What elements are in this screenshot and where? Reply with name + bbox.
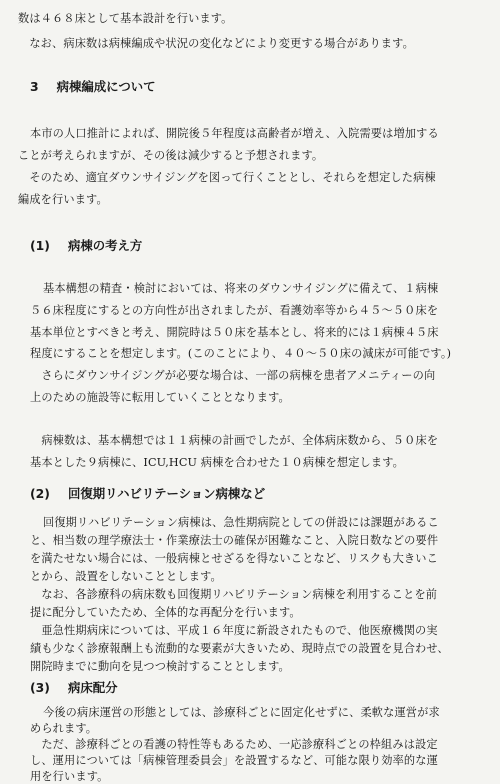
section-3-line-2: ことが考えられますが、その後は減少すると予想されます。 xyxy=(18,149,324,162)
section-3-line-4: 編成を行います。 xyxy=(18,193,108,206)
sub-3-number: (3) xyxy=(30,680,50,695)
sub-3-heading xyxy=(30,680,118,696)
section-3-line-3: そのため、適宜ダウンサイジングを図って行くこととし、それらを想定した病棟 xyxy=(18,171,436,184)
sub-2-line-6: 提に配分していたため、全体的な再配分を行います。 xyxy=(30,606,301,619)
sub-2-line-2: と、相当数の理学療法士・作業療法士の確保が困難なこと、入院日数などの要件 xyxy=(30,534,439,547)
sub-2-line-4: とから、設置をしないこととします。 xyxy=(30,570,222,583)
intro-line-2: なお、病床数は病棟編成や状況の変化などにより変更する場合があります。 xyxy=(18,37,414,50)
sub-2-line-5: なお、各診療科の病床数も回復期リハビリテーション病棟を利用することを前 xyxy=(30,588,438,601)
sub-1-line-8: 基本とした９病棟に、ICU,HCU 病棟を合わせた１０病棟を想定します。 xyxy=(30,456,404,469)
sub-2-heading xyxy=(30,486,265,502)
section-3-line-1: 本市の人口推計によれば、開院後５年程度は高齢者が増え、入院需要は増加する xyxy=(30,127,439,140)
sub-2-line-7: 亜急性期病床については、平成１６年度に新設されたもので、他医療機関の実 xyxy=(30,624,438,637)
sub-2-line-9: 開院時までに動向を見つつ検討することとします。 xyxy=(30,660,290,673)
sub-2-title: 回復期リハビリテーション病棟など xyxy=(67,486,266,501)
sub-2-line-8: 績も少なく診療報酬上も流動的な要素が大きいため、現時点での設置を見合わせ、 xyxy=(30,642,449,655)
sub-3-line-2: められます。 xyxy=(30,722,98,735)
sub-1-line-4: 程度にすることを想定します。(このことにより、４０～５０床の減床が可能です。) xyxy=(30,347,452,360)
sub-2-line-3: を満たせない場合には、一般病棟とせざるを得ないことなど、リスクも大きいこ xyxy=(30,552,438,565)
sub-3-line-5: 用を行います。 xyxy=(30,770,109,783)
sub-1-line-3: 基本単位とすべきと考え、開院時は５０床を基本とし、将来的には１病棟４５床 xyxy=(30,326,439,339)
section-3-title: 病棟編成について xyxy=(56,79,156,94)
sub-1-line-6: 上のための施設等に転用していくこととなります。 xyxy=(30,391,290,404)
sub-1-line-7: 病棟数は、基本構想では１１病棟の計画でしたが、全体病床数から、５０床を xyxy=(30,434,439,447)
sub-1-title: 病棟の考え方 xyxy=(67,238,143,253)
sub-1-line-5: さらにダウンサイジングが必要な場合は、一部の病棟を患者アメニティーの向 xyxy=(30,369,436,382)
sub-1-line-2: ５６床程度にするとの方向性が出されましたが、看護効率等から４５～５０床を xyxy=(30,304,439,317)
sub-1-line-1: 基本構想の精査・検討においては、将来のダウンサイジングに備えて、１病棟 xyxy=(43,282,439,295)
sub-2-number: (2) xyxy=(30,486,50,501)
sub-1-heading xyxy=(30,238,142,254)
sub-3-line-3: ただ、診療科ごとの看護の特性等もあるため、一応診療科ごとの枠組みは設定 xyxy=(30,738,438,751)
sub-3-line-1: 今後の病床運営の形態としては、診療科ごとに固定化せずに、柔軟な運営が求 xyxy=(43,706,440,719)
intro-line-1: 数は４６８床として基本設計を行います。 xyxy=(18,12,233,25)
sub-2-line-1: 回復期リハビリテーション病棟は、急性期病院としての併設には課題があるこ xyxy=(43,516,439,529)
sub-3-line-4: し、運用については「病棟管理委員会」を設置するなど、可能な限り効率的な運 xyxy=(30,754,438,767)
sub-3-title: 病床配分 xyxy=(67,680,118,695)
section-3-heading xyxy=(30,79,156,95)
section-3-number: 3 xyxy=(30,79,39,94)
sub-1-number: (1) xyxy=(30,238,50,253)
